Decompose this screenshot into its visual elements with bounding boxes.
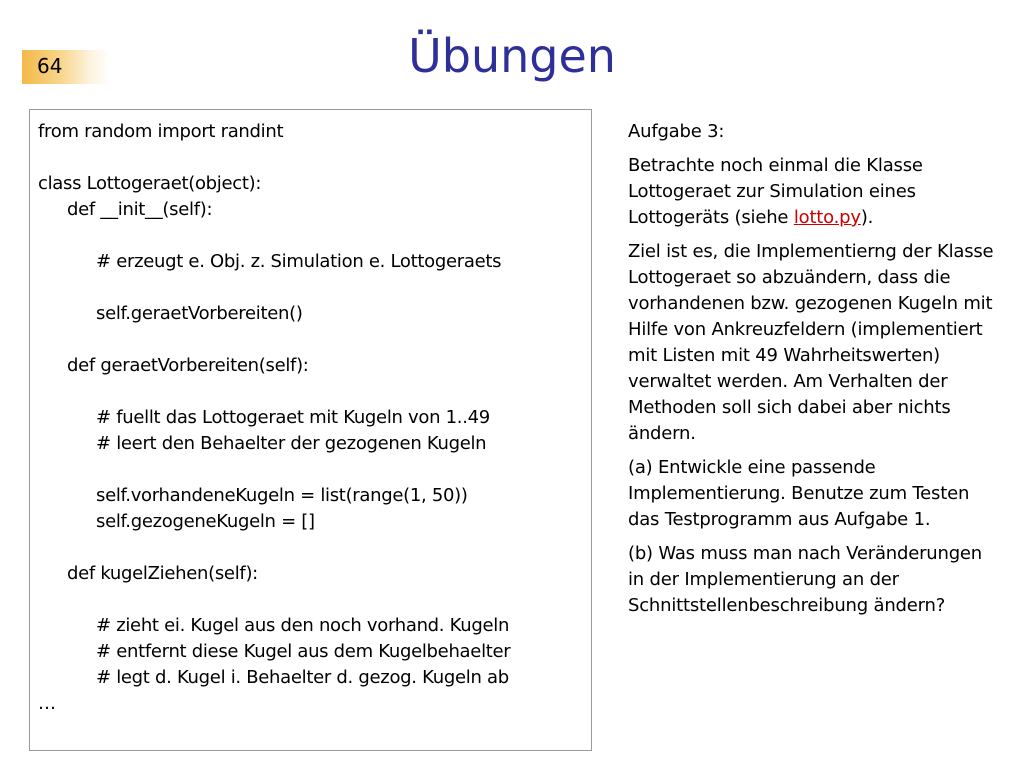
code-line: # zieht ei. Kugel aus den noch vorhand. Kugeln xyxy=(96,615,510,636)
task-description xyxy=(628,119,1000,627)
code-line xyxy=(38,223,583,249)
code-line: class Lottogeraet(object): xyxy=(38,173,262,194)
task-intro-end: ). xyxy=(860,207,874,228)
task-intro xyxy=(628,153,1000,231)
code-line xyxy=(38,379,583,405)
page-number: 64 xyxy=(37,54,63,78)
code-line: # leert den Behaelter der gezogenen Kugeln xyxy=(96,433,487,454)
code-line: def kugelZiehen(self): xyxy=(67,563,258,584)
code-line xyxy=(38,587,583,613)
code-line xyxy=(38,457,583,483)
task-intro-text: Betrachte noch einmal die Klasse Lottogeraet zur Simulation eines Lottogeräts (siehe xyxy=(628,155,923,228)
code-line: self.vorhandeneKugeln = list(range(1, 50)) xyxy=(96,485,468,506)
task-part-b: (b) Was muss man nach Veränderungen in der Implementierung an der Schnittstellenbeschreibung ändern? xyxy=(628,543,983,616)
code-line: self.gezogeneKugeln = [] xyxy=(96,511,315,532)
lotto-py-link[interactable]: lotto.py xyxy=(793,207,861,228)
slide-title: Übungen xyxy=(408,29,616,83)
code-line: self.geraetVorbereiten() xyxy=(96,303,303,324)
task-part-a: (a) Entwickle eine passende Implementierung. Benutze zum Testen das Testprogramm aus Aufgabe 1. xyxy=(628,457,970,530)
code-line: def geraetVorbereiten(self): xyxy=(67,355,309,376)
code-listing xyxy=(38,119,583,717)
code-line: # entfernt diese Kugel aus dem Kugelbehaelter xyxy=(96,641,511,662)
code-line xyxy=(38,145,583,171)
task-heading: Aufgabe 3: xyxy=(628,121,725,142)
code-line: def __init__(self): xyxy=(67,199,213,220)
code-line: # fuellt das Lottogeraet mit Kugeln von 1..49 xyxy=(96,407,490,428)
code-line: # erzeugt e. Obj. z. Simulation e. Lottogeraets xyxy=(96,251,502,272)
code-line xyxy=(38,535,583,561)
code-line: … xyxy=(38,693,56,714)
code-line: # legt d. Kugel i. Behaelter d. gezog. Kugeln ab xyxy=(96,667,509,688)
code-line xyxy=(38,327,583,353)
task-goal: Ziel ist es, die Implementierng der Klasse Lottogeraet so abzuändern, dass die vorhandenen bzw. gezogenen Kugeln mit Hilfe von Ankreuzfeldern (implementiert mit Listen mit 49 Wahrheitswerten) verwaltet werden. Am Verhalten der Methoden soll sich dabei aber nichts ändern. xyxy=(628,241,994,444)
code-line: from random import randint xyxy=(38,121,284,142)
code-line xyxy=(38,275,583,301)
